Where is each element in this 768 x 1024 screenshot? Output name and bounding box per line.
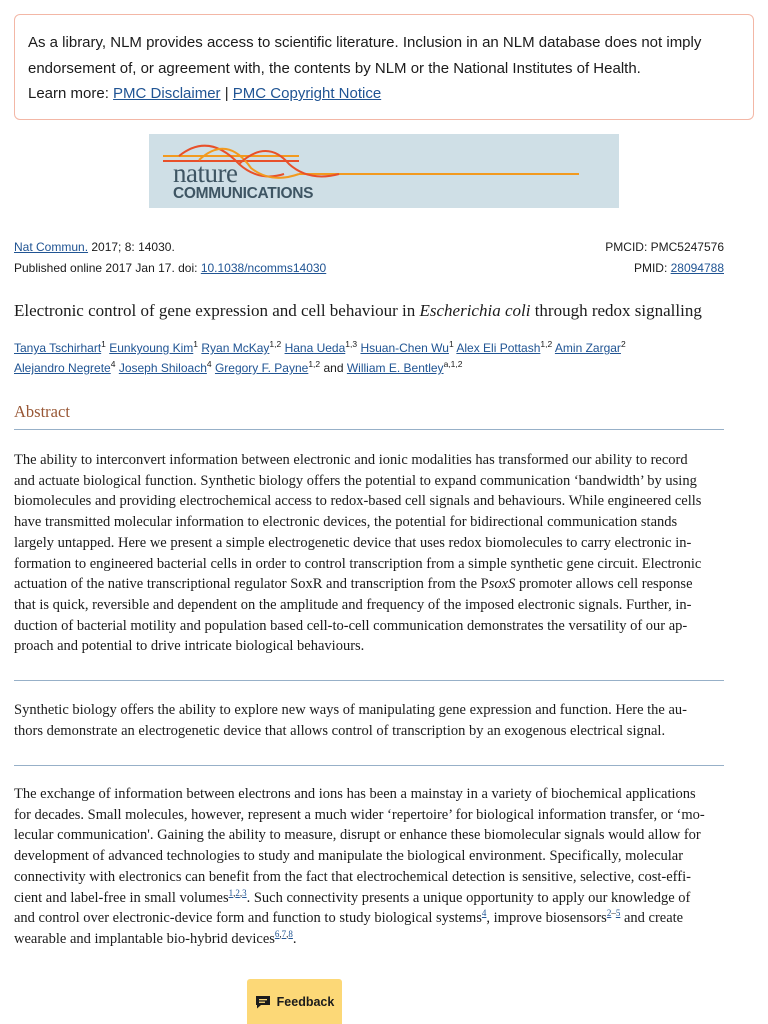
- intro-paragraph: [14, 784, 726, 950]
- abstract-line: that is quick, reversible and dependent on the amplitude and frequency of the imposed electronic signals. Further, in-: [14, 596, 692, 613]
- author-link[interactable]: Amin Zargar: [554, 341, 621, 355]
- intro-text: , improve biosensors: [486, 910, 607, 927]
- author-link[interactable]: Eunkyoung Kim: [109, 341, 194, 355]
- author-affil: 1: [448, 339, 454, 349]
- reference-link[interactable]: 5: [615, 908, 621, 919]
- author-affil: 1,2: [540, 339, 553, 349]
- reference-link[interactable]: 8: [288, 929, 293, 940]
- author-list: [14, 338, 734, 378]
- banner-logo-communications: COMMUNICATIONS: [173, 185, 314, 202]
- author-affil: 1,3: [345, 339, 358, 349]
- pmc-disclaimer-link[interactable]: PMC Disclaimer: [113, 85, 221, 102]
- summary-line: thors demonstrate an electrogenetic device that allows control of transcription by an exogenous electrical signal.: [14, 722, 666, 739]
- abstract-line: largely untapped. Here we present a simple electrogenetic device that uses redox biomolecules to carry electronic in-: [14, 534, 692, 551]
- ids-block: [605, 237, 724, 279]
- abstract-line: proach and potential to drive intricate biological behaviours.: [14, 638, 365, 655]
- reference-link[interactable]: 6: [274, 929, 280, 940]
- intro-line: [14, 908, 726, 929]
- author-affil: 4: [206, 359, 212, 369]
- intro-text: cient and label-free in small volumes: [14, 889, 229, 906]
- author-affil: a,1,2: [443, 359, 463, 369]
- disclaimer-line-2: endorsement of, or agreement with, the contents by NLM or the National Institutes of Health.: [28, 59, 641, 77]
- reference-link[interactable]: 3: [242, 887, 247, 898]
- author-link[interactable]: Joseph Shiloach: [118, 361, 207, 375]
- intro-line: cient and label-free in small volumes$^{1,2,3}$. Such connectivity presents a unique opportunity to apply our knowledge of: [14, 887, 691, 906]
- journal-banner: [149, 134, 619, 208]
- author-link[interactable]: William E. Bentley: [346, 361, 444, 375]
- intro-line: connectivity with electronics can benefit from the fact that electrochemical detection is sensitive, selective, cost-effi-: [14, 868, 691, 885]
- summary-line: Synthetic biology offers the ability to explore new ways of manipulating gene expression and function. Here the au-: [14, 702, 687, 718]
- divider: [14, 765, 724, 766]
- summary-paragraph: [14, 700, 726, 741]
- intro-line: development of advanced technologies to study and manipulate the biological environment. Specifically, molecular: [14, 848, 684, 865]
- author-affil: 1: [101, 339, 106, 349]
- author-link[interactable]: Tanya Tschirhart: [14, 341, 102, 355]
- author-affil: 1,2: [308, 359, 321, 369]
- reference-dash: –: [611, 908, 616, 919]
- abstract-line: formation to engineered bacterial cells in order to control transcription from a simple synthetic gene circuit. Electronic: [14, 555, 702, 572]
- abstract-line: [14, 574, 726, 595]
- feedback-button[interactable]: [247, 979, 342, 1024]
- author-link[interactable]: Hana Ueda: [284, 341, 346, 355]
- intro-text: wearable and implantable bio-hybrid devices: [14, 930, 275, 947]
- abstract-text: promoter allows cell response: [515, 576, 693, 593]
- abstract-line: biomolecules and providing electrochemical access to redox-based cell signals and behaviours. While engineered cells: [14, 493, 702, 510]
- title-part-1: Electronic control of gene expression and cell behaviour in: [14, 301, 420, 320]
- pmid-line: [605, 258, 724, 279]
- authors-and: and: [320, 361, 347, 375]
- article-title: [14, 301, 754, 321]
- author-link[interactable]: Ryan McKay: [201, 341, 270, 355]
- abstract-text: actuation of the native transcriptional regulator SoxR and transcription from the P: [14, 576, 489, 593]
- intro-text: .: [292, 930, 297, 947]
- abstract-italic: soxS: [488, 576, 516, 593]
- author-affil: 4: [110, 359, 116, 369]
- journal-link[interactable]: Nat Commun.: [14, 240, 89, 254]
- reference-link[interactable]: 2: [235, 887, 240, 898]
- disclaimer-line-1: As a library, NLM provides access to scientific literature. Inclusion in an NLM database does not imply: [28, 34, 702, 51]
- intro-line: for decades. Small molecules, however, represent a much wider ‘repertoire’ for biological information transfer, or ‘mo-: [14, 806, 705, 823]
- abstract-line: duction of bacterial motility and population based cell-to-cell communication demonstrates the versatility of our ap-: [14, 617, 688, 634]
- reference-link[interactable]: 7: [281, 929, 287, 940]
- abstract-heading: Abstract: [14, 402, 724, 430]
- author-line-1: [14, 338, 734, 358]
- intro-text: and control over electronic-device form and function to study biological systems: [14, 910, 482, 927]
- abstract-line: have transmitted molecular information to electronic devices, the potential for bidirectional communication stands: [14, 514, 678, 531]
- pmid-label: PMID:: [633, 261, 671, 275]
- doi-link[interactable]: 10.1038/ncomms14030: [200, 261, 327, 275]
- learn-more-label: Learn more:: [28, 85, 114, 102]
- citation-text: 2017; 8: 14030.: [88, 240, 175, 254]
- author-link[interactable]: Alejandro Negrete: [14, 361, 111, 375]
- reference-link[interactable]: 1: [228, 887, 234, 898]
- link-separator: |: [220, 85, 233, 102]
- abstract-line: The ability to interconvert information between electronic and ionic modalities has transformed our ability to record: [14, 452, 688, 468]
- feedback-label: Feedback: [276, 994, 335, 1009]
- pmc-copyright-link[interactable]: PMC Copyright Notice: [232, 85, 382, 102]
- reference-link[interactable]: 4: [481, 908, 487, 919]
- intro-line: lecular communication'. Gaining the ability to measure, disrupt or enhance these biomolecular signals would allow for: [14, 827, 701, 844]
- author-link[interactable]: Hsuan-Chen Wu: [360, 341, 449, 355]
- pmid-link[interactable]: 28094788: [670, 261, 724, 275]
- title-part-2: through redox signalling: [530, 301, 702, 320]
- pmcid: PMCID: PMC5247576: [605, 240, 724, 254]
- author-affil: 2: [620, 339, 626, 349]
- reference-link[interactable]: 2: [606, 908, 612, 919]
- disclaimer-box: [14, 14, 754, 120]
- abstract-line: and actuate biological function. Synthetic biology offers the potential to expand communication ‘bandwidth’ by using: [14, 472, 697, 489]
- author-link[interactable]: Gregory F. Payne: [214, 361, 309, 375]
- published-text: Published online 2017 Jan 17. doi:: [14, 261, 201, 275]
- intro-text: . Such connectivity presents a unique opportunity to apply our knowledge of: [246, 889, 691, 906]
- intro-line: The exchange of information between electrons and ions has been a mainstay in a variety of biochemical applications: [14, 786, 696, 802]
- divider: [14, 680, 724, 681]
- banner-logo-nature: nature: [173, 158, 238, 188]
- chat-icon: [255, 994, 271, 1010]
- abstract-paragraph: [14, 450, 726, 657]
- author-link[interactable]: Alex Eli Pottash: [456, 341, 541, 355]
- citation-meta: [14, 237, 754, 279]
- author-line-2: [14, 358, 734, 378]
- intro-text: and create: [620, 910, 684, 927]
- author-affil: 1: [193, 339, 199, 349]
- author-affil: 1,2: [269, 339, 282, 349]
- disclaimer-learn-more: [28, 81, 740, 107]
- intro-line: wearable and implantable bio-hybrid devices$^{6,7,8}$.: [14, 929, 297, 947]
- title-italic: Escherichia coli: [419, 301, 531, 320]
